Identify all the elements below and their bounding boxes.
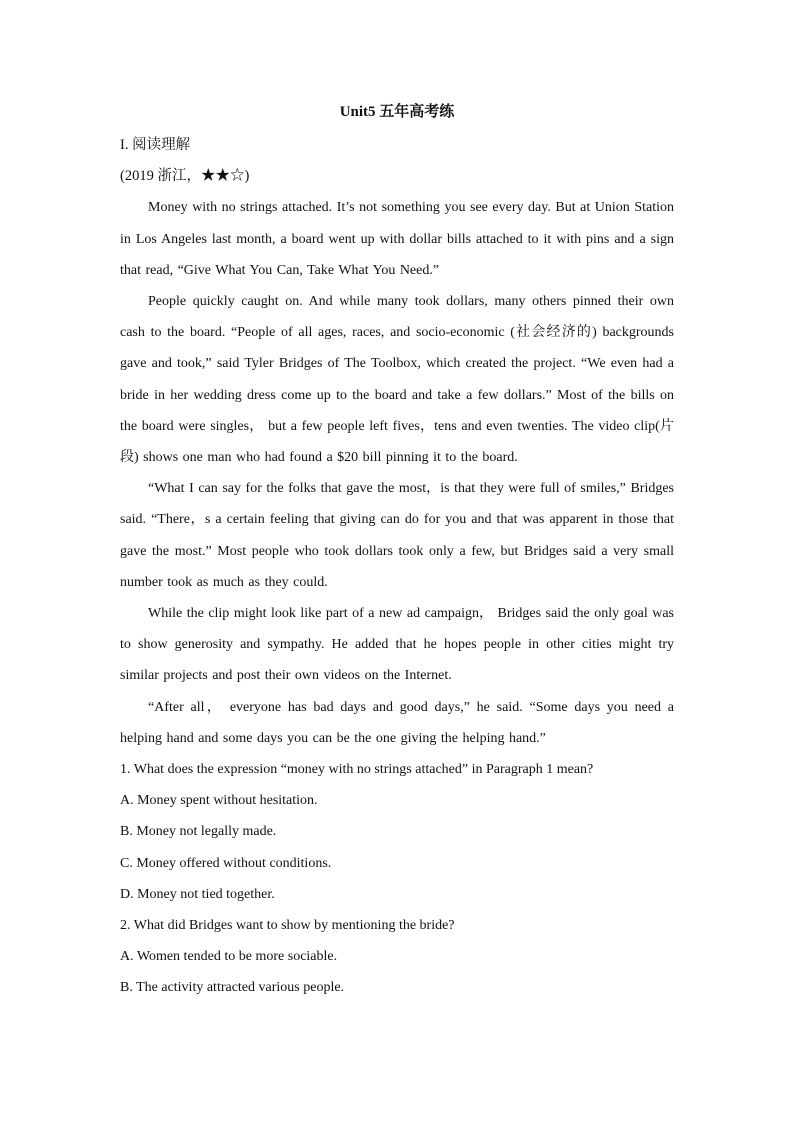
page-title: Unit5 五年高考练 <box>339 104 455 120</box>
question-1-option-b: B. Money not legally made. <box>120 824 277 840</box>
question-1-option-c: C. Money offered without conditions. <box>120 855 332 871</box>
passage-paragraph-5: “After all， everyone has bad days and good days,” he said. “Some days you need a helping hand and some days you can be the one giving the helping hand.” <box>120 699 674 746</box>
question-2-option-b: B. The activity attracted various people. <box>120 980 345 996</box>
question-1-stem: 1. What does the expression “money with no strings attached” in Paragraph 1 mean? <box>120 762 594 778</box>
section-heading: I. 阅读理解 <box>120 137 191 153</box>
question-1-option-a: A. Money spent without hesitation. <box>120 793 318 809</box>
passage-paragraph-4: While the clip might look like part of a new ad campaign， Bridges said the only goal was to show generosity and sympathy. He added that he hopes people in other cities might try similar projects and post their own videos on the Internet. <box>120 606 674 684</box>
source-label: (2019 浙江，★★☆) <box>120 168 250 185</box>
question-1-option-d: D. Money not tied together. <box>120 886 275 902</box>
question-2-option-a: A. Women tended to be more sociable. <box>120 949 338 965</box>
passage-paragraph-1: Money with no strings attached. It’s not something you see every day. But at Union Station in Los Angeles last month, a board went up with dollar bills attached to it with pins and a sign that read, “Give What You Can, Take What You Need.” <box>120 200 674 278</box>
passage-paragraph-3: “What I can say for the folks that gave the most，is that they were full of smiles,” Bridges said. “There，s a certain feeling that giving can do for you and that was apparent in those that gave the most.” Most people who took dollars took only a few, but Bridges said a very small number took as much as they could. <box>120 481 674 590</box>
passage-paragraph-2: People quickly caught on. And while many took dollars, many others pinned their own cash to the board. “People of all ages, races, and socio-economic (社会经济的) backgrounds gave and took,” said Tyler Bridges of The Toolbox, which created the project. “We even had a bride in her wedding dress come up to the board and take a few dollars.” Most of the bills on the board were singles， but a few people left fives，tens and even twenties. The video clip(片段) shows one man who had found a $20 bill pinning it to the board. <box>120 294 674 466</box>
question-2-stem: 2. What did Bridges want to show by mentioning the bride? <box>120 918 455 934</box>
document-page <box>120 100 674 1004</box>
